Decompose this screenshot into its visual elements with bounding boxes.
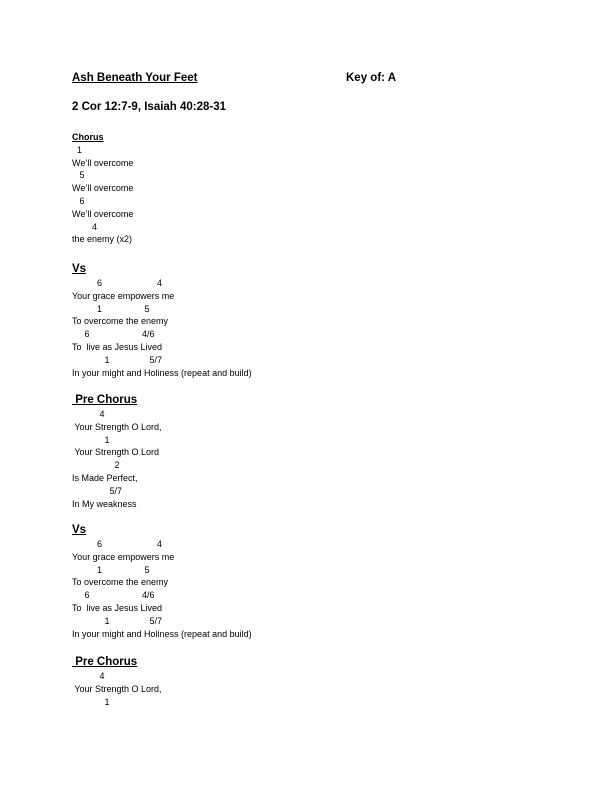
section-pre-chorus-1 xyxy=(72,392,162,510)
lyric-line: Your Strength O Lord, xyxy=(72,683,162,694)
song-key: Key of: A xyxy=(346,72,397,84)
chord-line: 1 5 xyxy=(72,303,150,314)
chord-line: 1 xyxy=(72,696,110,707)
lyric-line: In My weakness xyxy=(72,498,137,509)
chord-line: 1 xyxy=(72,144,83,155)
section-heading-pre-chorus: Pre Chorus xyxy=(72,394,138,406)
chord-line: 6 4/6 xyxy=(72,329,155,340)
lyric-line: We’ll overcome xyxy=(72,183,134,194)
lyric-line: Your Strength O Lord, xyxy=(72,421,162,432)
lyric-line: Your Strength O Lord xyxy=(72,447,160,458)
lyric-line: We’ll overcome xyxy=(72,208,134,219)
section-chorus xyxy=(72,131,133,246)
section-heading-pre-chorus: Pre Chorus xyxy=(72,656,138,668)
scripture-reference: 2 Cor 12:7-9, Isaiah 40:28-31 xyxy=(72,101,227,113)
chord-line: 1 5/7 xyxy=(72,615,163,626)
section-pre-chorus-2 xyxy=(72,654,162,708)
section-verse-1 xyxy=(72,261,252,379)
chord-line: 6 4/6 xyxy=(72,590,155,601)
lyric-line: the enemy (x2) xyxy=(72,234,133,245)
lyric-line: To live as Jesus Lived xyxy=(72,602,163,613)
chord-line: 4 xyxy=(72,671,105,681)
lyric-line: In your might and Holiness (repeat and build) xyxy=(72,628,252,639)
chord-line: 4 xyxy=(72,221,98,232)
lyric-line: To overcome the enemy xyxy=(72,316,169,327)
chord-line: 4 xyxy=(72,409,105,419)
lyric-line: Your grace empowers me xyxy=(72,290,175,301)
chord-line: 1 5 xyxy=(72,564,150,575)
chord-line: 5/7 xyxy=(72,485,123,496)
section-heading-verse: Vs xyxy=(72,524,87,536)
chord-line: 1 5/7 xyxy=(72,354,163,365)
lyric-line: We’ll overcome xyxy=(72,157,134,168)
song-title: Ash Beneath Your Feet xyxy=(72,72,198,84)
chord-line: 2 xyxy=(72,460,120,471)
lyric-line: Your grace empowers me xyxy=(72,551,175,562)
lyric-line: To live as Jesus Lived xyxy=(72,341,163,352)
lyric-line: To overcome the enemy xyxy=(72,577,169,588)
section-heading-chorus: Chorus xyxy=(72,132,104,142)
chord-line: 5 xyxy=(72,170,85,181)
chord-line: 1 xyxy=(72,434,110,445)
chord-line: 6 4 xyxy=(72,539,163,549)
chord-line: 6 4 xyxy=(72,278,163,288)
lyric-line: In your might and Holiness (repeat and build) xyxy=(72,367,252,378)
chord-line: 6 xyxy=(72,195,85,206)
lyric-line: Is Made Perfect, xyxy=(72,472,138,483)
section-verse-2 xyxy=(72,522,252,640)
section-heading-verse: Vs xyxy=(72,263,87,275)
